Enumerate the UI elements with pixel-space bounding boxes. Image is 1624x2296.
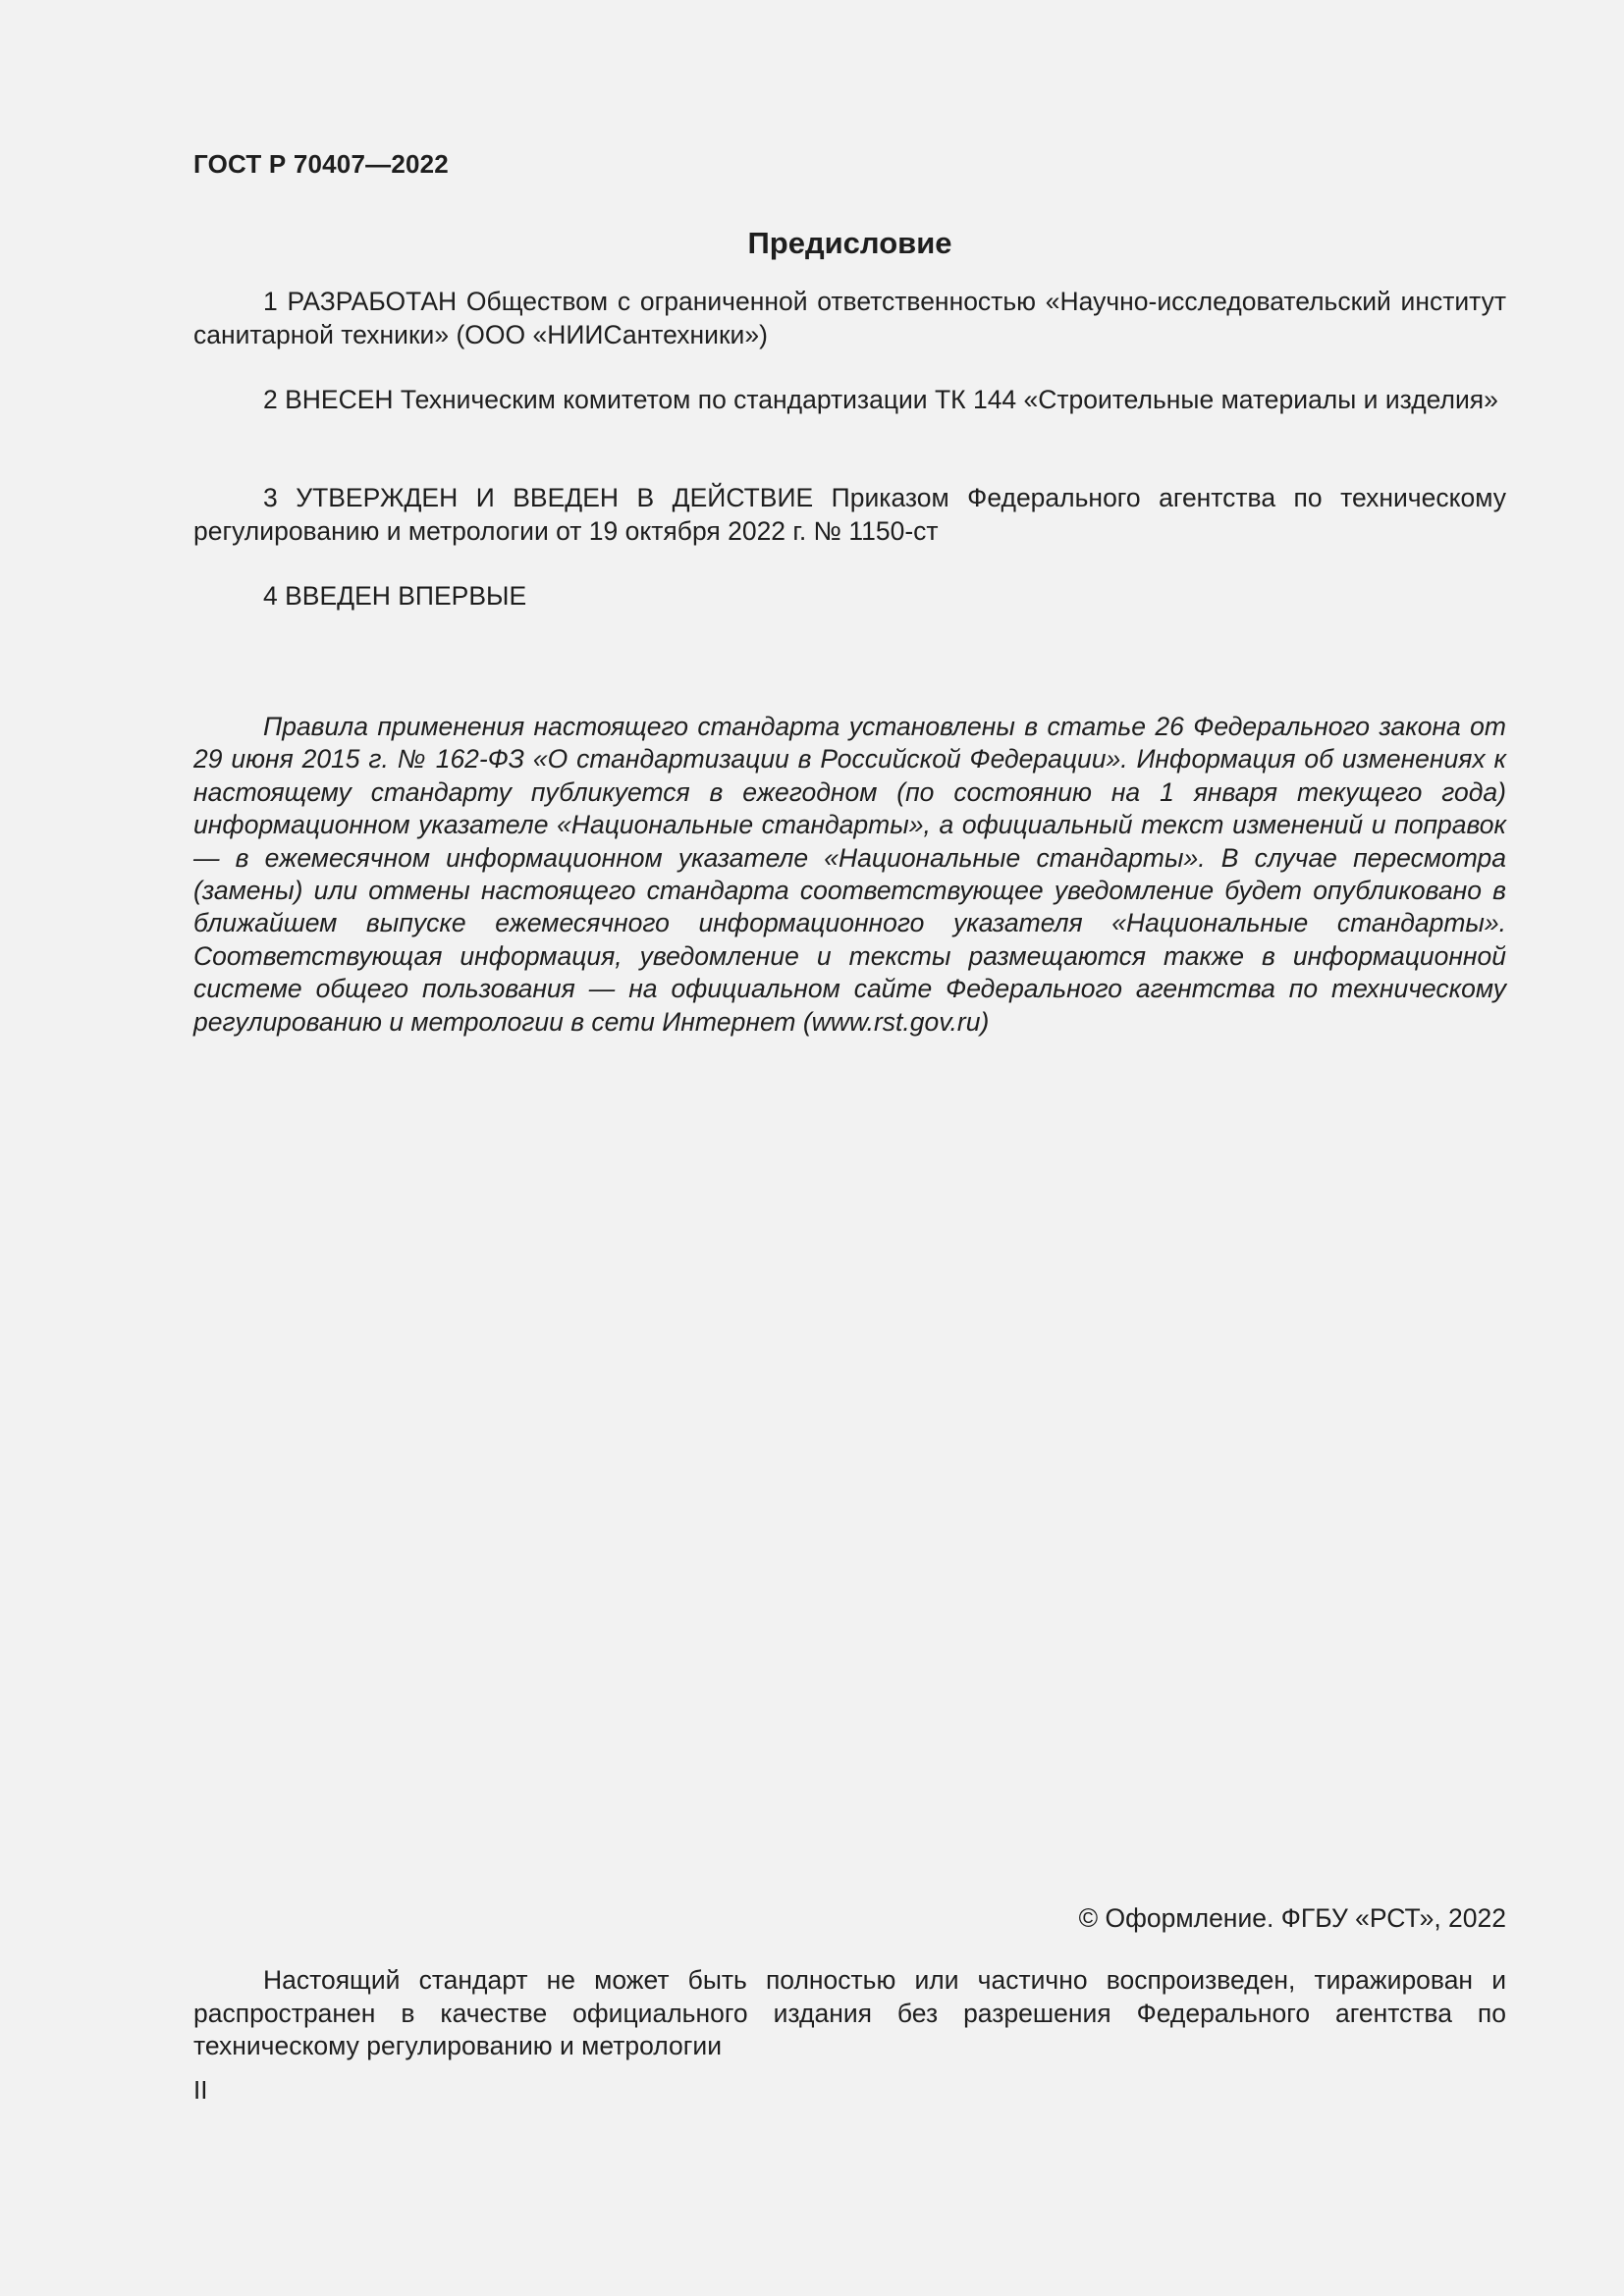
- preface-item-submitted: 2 ВНЕСЕН Техническим комитетом по стандартизации ТК 144 «Строительные материалы и изделия»: [263, 385, 1498, 414]
- application-rules-notice: Правила применения настоящего стандарта установлены в статье 26 Федерального закона от 29 июня 2015 г. № 162-ФЗ «О стандартизации в Российской Федерации». Информация об изменениях к настоящему стандарту публикуется в ежегодном (по состоянию на 1 января текущего года) информационном указателе «Национальные стандарты», а официальный текст изменений и поправок — в ежемесячном информационном указателе «Национальные стандарты». В случае пересмотра (замены) или отмены настоящего стандарта соответствующее уведомление будет опубликовано в ближайшем выпуске ежемесячного информационного указателя «Национальные стандарты». Соответствующая информация, уведомление и тексты размещаются также в информационной системе общего пользования — на официальном сайте Федерального агентства по техническому регулированию и метрологии в сети Интернет (www.rst.gov.ru): [193, 712, 1506, 1037]
- document-id: ГОСТ Р 70407—2022: [193, 149, 449, 179]
- page-number: II: [193, 2075, 208, 2105]
- preface-item-approved: 3 УТВЕРЖДЕН И ВВЕДЕН В ДЕЙСТВИЕ Приказом Федерального агентства по техническому регулированию и метрологии от 19 октября 2022 г. № 1150-ст: [193, 483, 1514, 546]
- preface-title: Предисловие: [747, 226, 952, 260]
- reproduction-restriction: Настоящий стандарт не может быть полностью или частично воспроизведен, тиражирован и распространен в качестве официального издания без разрешения Федерального агентства по техническому регулированию и метрологии: [193, 1965, 1506, 2060]
- preface-item-developed: 1 РАЗРАБОТАН Обществом с ограниченной ответственностью «Научно-исследовательский институт санитарной техники» (ООО «НИИСантехники»): [193, 287, 1514, 349]
- preface-item-introduced: 4 ВВЕДЕН ВПЕРВЫЕ: [263, 581, 527, 611]
- copyright-line: © Оформление. ФГБУ «РСТ», 2022: [1078, 1903, 1506, 1933]
